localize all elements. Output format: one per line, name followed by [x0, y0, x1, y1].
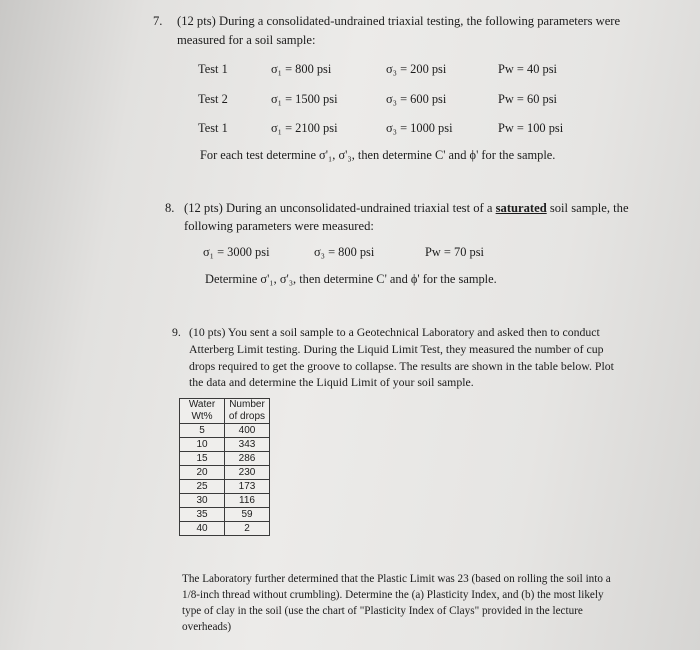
q9-line2: Atterberg Limit testing. During the Liquid Limit Test, they measured the number of cup — [189, 342, 604, 356]
q8-line1-pre: (12 pts) During an unconsolidated-undrained triaxial test of a — [184, 201, 493, 215]
water-cell: 10 — [180, 438, 225, 452]
q7-test2-pw: Pw = 60 psi — [498, 92, 557, 106]
q7-test1-sigma1: σ₁ = 800 psi — [271, 62, 332, 76]
header-water-wt — [180, 399, 225, 424]
q8-number: 8. — [165, 201, 175, 215]
q7-number: 7. — [153, 14, 163, 28]
drops-cell: 59 — [225, 508, 270, 522]
q8-line1-post: soil sample, the — [549, 201, 629, 215]
q8-line2: following parameters were measured: — [184, 219, 374, 233]
q9-para-line4: overheads) — [182, 621, 232, 633]
table-row — [180, 508, 270, 522]
q7-line2: measured for a soil sample: — [177, 33, 316, 47]
drops-cell: 173 — [225, 480, 270, 494]
liquid-limit-table — [179, 398, 270, 536]
q9-line3: drops required to get the groove to collapse. The results are shown in the table below. Plot — [189, 359, 614, 373]
water-cell: 5 — [180, 424, 225, 438]
q8-pw: Pw = 70 psi — [425, 245, 484, 259]
q7-test3-sigma1: σ₁ = 2100 psi — [271, 121, 338, 135]
water-cell: 30 — [180, 494, 225, 508]
q9-para-line3: type of clay in the soil (use the chart of "Plasticity Index of Clays" provided in the lecture — [182, 605, 583, 617]
drops-cell: 230 — [225, 466, 270, 480]
header-wt: Wt% — [191, 411, 213, 422]
q7-test2-sigma3: σ₃ = 600 psi — [386, 92, 447, 106]
water-cell: 35 — [180, 508, 225, 522]
water-cell: 40 — [180, 522, 225, 536]
water-cell: 25 — [180, 480, 225, 494]
q7-test2-sigma1: σ₁ = 1500 psi — [271, 92, 338, 106]
q9-line4: the data and determine the Liquid Limit of your soil sample. — [189, 375, 474, 389]
q7-test3-sigma3: σ₃ = 1000 psi — [386, 121, 453, 135]
q8-line1 — [184, 199, 629, 217]
q9-number: 9. — [172, 325, 181, 339]
q7-test3-label: Test 1 — [198, 121, 228, 135]
table-row — [180, 452, 270, 466]
table-header-row — [180, 399, 270, 424]
drops-cell: 400 — [225, 424, 270, 438]
q7-test1-pw: Pw = 40 psi — [498, 62, 557, 76]
q8-saturated-emphasis: saturated — [495, 201, 547, 215]
drops-cell: 116 — [225, 494, 270, 508]
drops-cell: 343 — [225, 438, 270, 452]
q7-footer: For each test determine σ'₁, σ'₃, then determine C' and ϕ' for the sample. — [200, 148, 556, 162]
drops-cell: 286 — [225, 452, 270, 466]
q8-footer: Determine σ'₁, σ'₃, then determine C' and ϕ' for the sample. — [205, 272, 497, 286]
q8-sigma3: σ₃ = 800 psi — [314, 245, 375, 259]
q8-sigma1: σ₁ = 3000 psi — [203, 245, 270, 259]
q7-test1-sigma3: σ₃ = 200 psi — [386, 62, 447, 76]
header-number: Number — [229, 399, 265, 410]
q9-line1: (10 pts) You sent a soil sample to a Geotechnical Laboratory and asked then to conduct — [189, 325, 600, 339]
header-of-drops: of drops — [228, 411, 266, 422]
q7-line1: (12 pts) During a consolidated-undrained triaxial testing, the following parameters were — [177, 14, 621, 28]
q7-test2-label: Test 2 — [198, 92, 228, 106]
table-row — [180, 466, 270, 480]
q7-test1-label: Test 1 — [198, 62, 228, 76]
table-row — [180, 438, 270, 452]
header-number-of-drops — [225, 399, 270, 424]
table-row — [180, 424, 270, 438]
q9-para-line2: 1/8-inch thread without crumbling). Determine the (a) Plasticity Index, and (b) the most likely — [182, 589, 604, 601]
water-cell: 15 — [180, 452, 225, 466]
table-row — [180, 480, 270, 494]
drops-cell: 2 — [225, 522, 270, 536]
table-row — [180, 494, 270, 508]
q7-test3-pw: Pw = 100 psi — [498, 121, 564, 135]
header-water: Water — [188, 399, 216, 410]
q9-para-line1: The Laboratory further determined that the Plastic Limit was 23 (based on rolling the soil into a — [182, 573, 611, 585]
water-cell: 20 — [180, 466, 225, 480]
table-row — [180, 522, 270, 536]
